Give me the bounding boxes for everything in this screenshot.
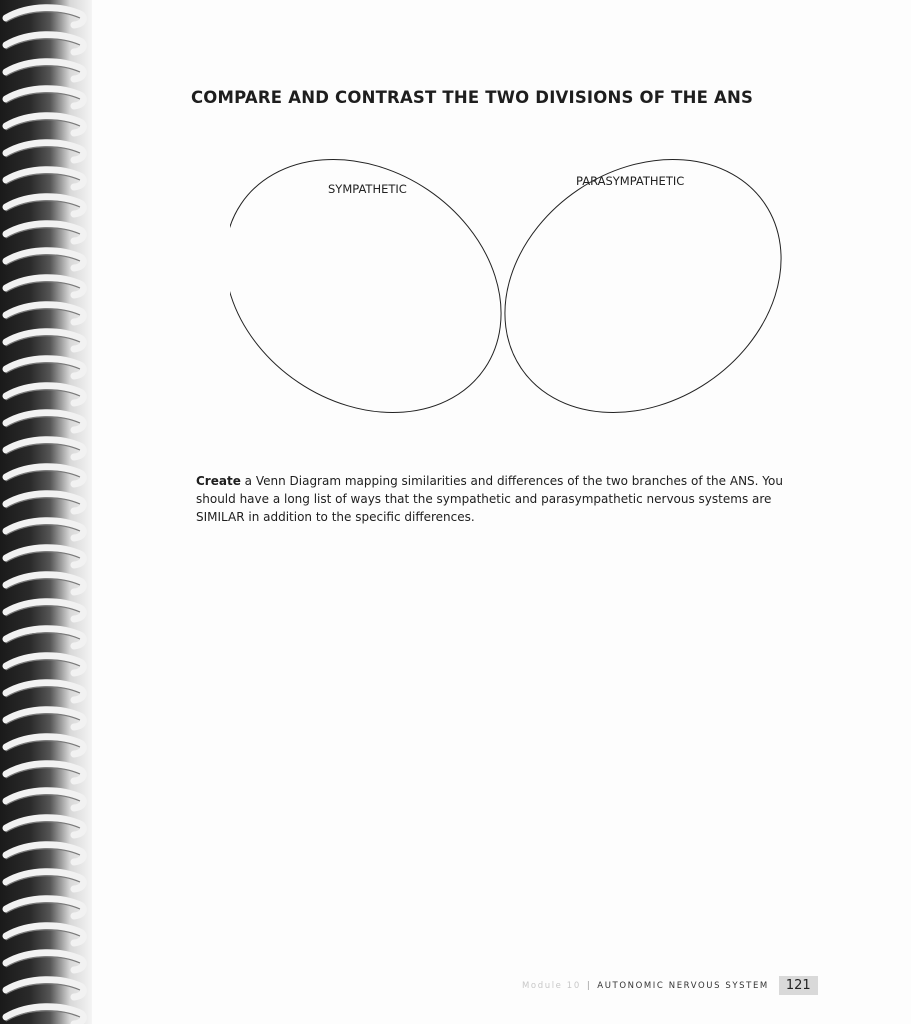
page-footer — [522, 976, 818, 995]
footer-section: AUTONOMIC NERVOUS SYSTEM — [597, 980, 769, 991]
venn-diagram — [230, 130, 790, 440]
instructions-lead: Create — [196, 474, 241, 488]
instructions-paragraph — [196, 472, 816, 526]
spiral-coils — [0, 0, 92, 1024]
venn-left-label: SYMPATHETIC — [328, 182, 407, 196]
instructions-body: a Venn Diagram mapping similarities and differences of the two branches of the ANS. You should have a long list of ways that the sympathetic and parasympathetic nervous systems are SIMILAR in addition to the specific differences. — [196, 474, 783, 524]
page-number: 121 — [779, 976, 818, 995]
venn-left-circle — [230, 130, 550, 440]
venn-right-label: PARASYMPATHETIC — [576, 174, 685, 188]
spiral-binding — [0, 0, 92, 1024]
page-title: COMPARE AND CONTRAST THE TWO DIVISIONS OF THE ANS — [191, 88, 754, 107]
footer-module: Module 10 — [522, 980, 581, 991]
footer-separator: | — [586, 980, 592, 991]
